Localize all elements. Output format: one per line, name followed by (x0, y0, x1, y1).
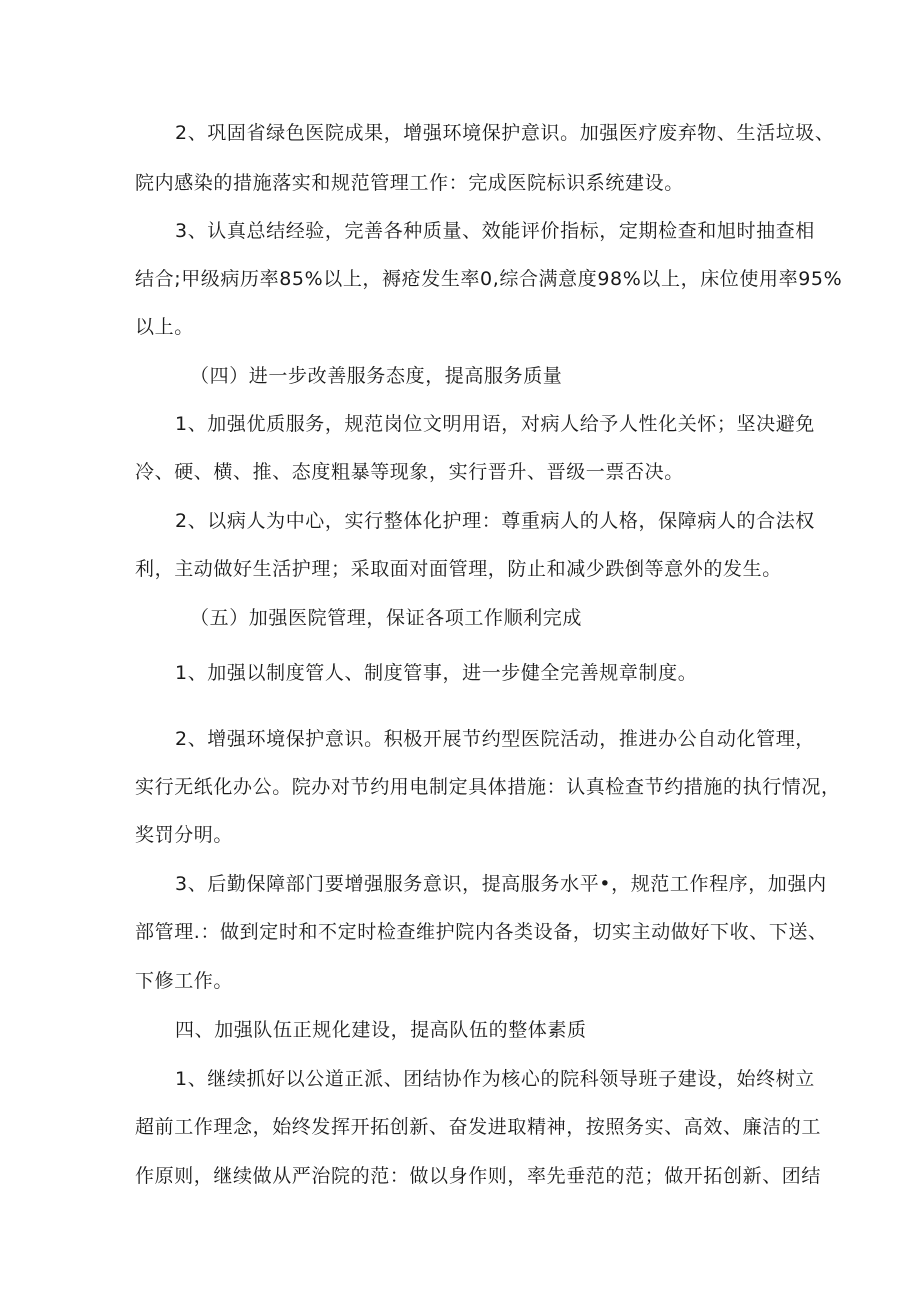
paragraph-line: 冷、硬、横、推、态度粗暴等现象，实行晋升、晋级一票否决。 (135, 461, 684, 483)
paragraph-line: 1、加强以制度管人、制度管事，进一步健全完善规章制度。 (175, 662, 698, 684)
paragraph-line: 院内感染的措施落实和规范管理工作：完成医院标识系统建设。 (135, 172, 684, 194)
paragraph-line: 实行无纸化办公。院办对节约用电制定具体措施：认真检查节约措施的执行情况， (135, 776, 841, 798)
paragraph-line: 下修工作。 (135, 970, 234, 992)
paragraph-line: 奖罚分明。 (135, 824, 234, 846)
section-heading: 四、加强队伍正规化建设，提高队伍的整体素质 (175, 1019, 587, 1041)
paragraph-line: 以上。 (135, 316, 194, 338)
paragraph-line: 2、增强环境保护意识。积极开展节约型医院活动，推进办公自动化管理， (175, 728, 815, 750)
paragraph-line: 1、继续抓好以公道正派、团结协作为核心的院科领导班子建设，始终树立 (175, 1068, 815, 1090)
paragraph-line: 作原则，继续做从严治院的范：做以身作则，率先垂范的范；做开拓创新、团结 (135, 1165, 822, 1187)
paragraph-line: 2、巩固省绿色医院成果，增强环境保护意识。加强医疗废弃物、生活垃圾、 (175, 122, 835, 144)
paragraph-line: 1、加强优质服务，规范岗位文明用语，对病人给予人性化关怀；坚决避免 (175, 413, 815, 435)
paragraph-line: 3、后勤保障部门要增强服务意识，提高服务水平•，规范工作程序，加强内 (175, 873, 827, 895)
paragraph-line: 3、认真总结经验，完善各种质量、效能评价指标，定期检查和旭时抽查相 (175, 220, 815, 242)
paragraph-line: 2、以病人为中心，实行整体化护理：尊重病人的人格，保障病人的合法权 (175, 510, 815, 532)
paragraph-line: 部管理.：做到定时和不定时检查维护院内各类设备，切实主动做好下收、下送、 (135, 921, 828, 943)
paragraph-line: 结合;甲级病历率85%以上，褥疮发生率0,综合满意度98%以上，床位使用率95% (135, 268, 843, 290)
section-heading: （五）加强医院管理，保证各项工作顺利完成 (190, 607, 583, 629)
paragraph-line: 利，主动做好生活护理；采取面对面管理，防止和减少跌倒等意外的发生。 (135, 558, 782, 580)
paragraph-line: 超前工作理念，始终发挥开拓创新、奋发进取精神，按照务实、高效、廉洁的工 (135, 1116, 822, 1138)
section-heading: （四）进一步改善服务态度，提高服务质量 (190, 365, 563, 387)
